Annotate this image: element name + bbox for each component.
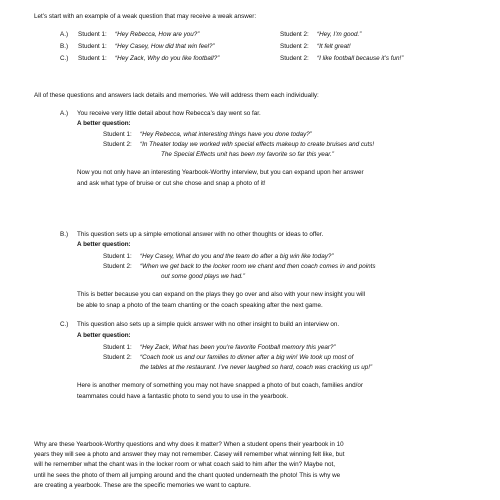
example-marker: A.)	[60, 31, 69, 38]
section-c-follow-line1: Here is another memory of something you may not have snapped a photo of but coach, families and/or	[77, 382, 363, 389]
student2-label: Student 2:	[103, 263, 132, 270]
student2-quote-line2: The Special Effects unit has been my favorite so far this year.”	[161, 151, 335, 158]
section-b-follow-line1: This is better because you can expand on the plays they go over and also with your new insight you will	[77, 291, 366, 298]
student2-quote-line1: “In Theater today we worked with special effects makeup to create bruises and cuts!	[140, 141, 375, 148]
example-marker: B.)	[60, 43, 69, 50]
student2-quote-line2: the tables at the restaurant. I’ve never laughed so hard, coach was cracking us up!”	[140, 364, 373, 371]
section-c-better-heading: A better question:	[77, 332, 131, 339]
section-a-follow-line2: and ask what type of bruise or cut she chose and snap a photo of it!	[77, 180, 266, 187]
closing-line: until he sees the photo of them all jumping around and the chant quoted underneath the photo! This is why we	[34, 472, 341, 479]
student2-quote-line1: “When we get back to the locker room we chant and then coach comes in and points	[140, 263, 376, 270]
student1-quote: “Hey Rebecca, what interesting things have you done today?”	[140, 131, 312, 138]
closing-line: years they will see a photo and answer they may not remember. Casey will remember what winning felt like, but	[34, 451, 345, 458]
student2-label: Student 2:	[280, 55, 309, 62]
student2-label: Student 2:	[103, 141, 132, 148]
section-c-text: This question also sets up a simple quick answer with no other insight to build an interview on.	[77, 321, 340, 328]
section-b-marker: B.)	[60, 231, 69, 238]
student2-quote: “Hey, I’m good.”	[317, 31, 362, 38]
section-b-better-heading: A better question:	[77, 241, 131, 248]
closing-line: Why are these Yearbook-Worthy questions and why does it matter? When a student opens their yearbook in 10	[34, 441, 344, 448]
section-a-follow-line1: Now you not only have an interesting Yearbook-Worthy interview, but you can expand upon her answer	[77, 169, 364, 176]
section-b-follow-line2: be able to snap a photo of the team chanting or the coach speaking after the next game.	[77, 302, 323, 309]
section-a-marker: A.)	[60, 110, 69, 117]
student1-quote: “Hey Zack, Why do you like football?”	[115, 55, 220, 62]
student1-label: Student 1:	[103, 131, 132, 138]
student1-label: Student 1:	[103, 344, 132, 351]
intro-text: Let’s start with an example of a weak question that may receive a weak answer:	[34, 13, 257, 20]
closing-line: will he remember what the chant was in the locker room or what coach said to him after the win? Maybe not,	[34, 461, 335, 468]
student1-label: Student 1:	[103, 253, 132, 260]
section-c-follow-line2: teammates could have a fantastic photo to send you to use in the yearbook.	[77, 393, 289, 400]
student2-label: Student 2:	[103, 354, 132, 361]
all-lack-text: All of these questions and answers lack details and memories. We will address them each individually:	[34, 92, 319, 99]
student1-quote: “Hey Zack, What has been you’re favorite Football memory this year?”	[140, 344, 336, 351]
student2-quote: “I like football because it’s fun!”	[317, 55, 404, 62]
student1-label: Student 1:	[78, 31, 107, 38]
section-b-text: This question sets up a simple emotional answer with no other thoughts or ideas to offer.	[77, 231, 324, 238]
student1-quote: “Hey Rebecca, How are you?”	[115, 31, 200, 38]
section-a-text: You receive very little detail about how Rebecca’s day went so far.	[77, 110, 261, 117]
section-c-marker: C.)	[60, 321, 69, 328]
student1-quote: “Hey Casey, What do you and the team do after a big win like today?”	[140, 253, 334, 260]
example-marker: C.)	[60, 55, 69, 62]
student1-quote: “Hey Casey, How did that win feel?”	[115, 43, 215, 50]
closing-line: are creating a yearbook. These are the specific memories we want to capture.	[34, 482, 251, 489]
student2-quote: “It felt great!	[317, 43, 351, 50]
student2-quote-line1: “Coach took us and our families to dinner after a big win! We took up most of	[140, 354, 354, 361]
section-a-better-heading: A better question:	[77, 120, 131, 127]
student2-label: Student 2:	[280, 43, 309, 50]
student2-quote-line2: out some good plays we had.”	[161, 273, 246, 280]
student2-label: Student 2:	[280, 31, 309, 38]
student1-label: Student 1:	[78, 43, 107, 50]
student1-label: Student 1:	[78, 55, 107, 62]
